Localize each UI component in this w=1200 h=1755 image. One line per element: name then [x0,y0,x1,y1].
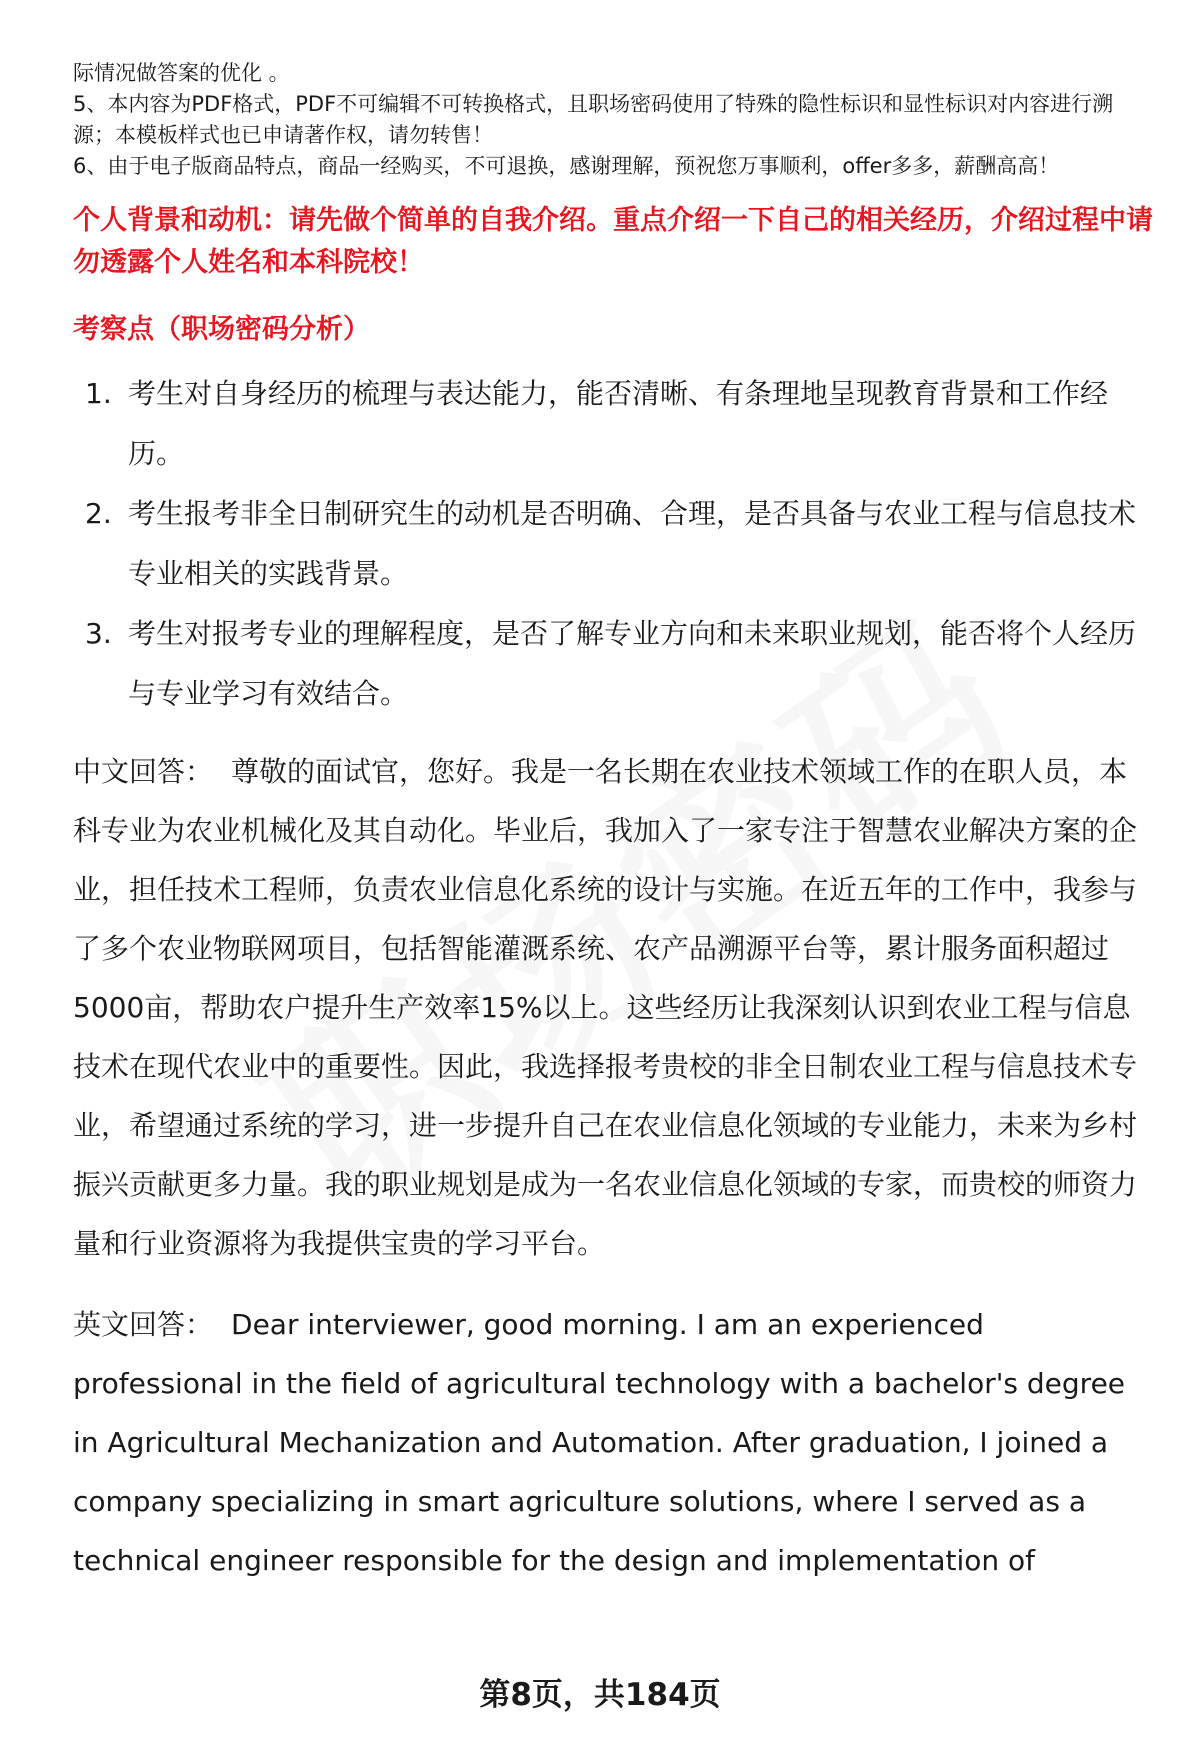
list-text: 考生报考非全日制研究生的动机是否明确、合理，是否具备与农业工程与信息技术专业相关的实践背景。 [128,497,1137,590]
note-line: 际情况做答案的优化 。 [73,61,290,85]
list-number: 3. [85,617,112,650]
chinese-answer-label: 中文回答： [73,755,214,788]
list-item [73,604,1153,724]
notes-block [73,58,1153,182]
question-heading: 个人背景和动机：请先做个简单的自我介绍。重点介绍一下自己的相关经历，介绍过程中请勿透露个人姓名和本科院校！ [73,205,1153,278]
list-text: 考生对报考专业的理解程度，是否了解专业方向和未来职业规划，能否将个人经历与专业学习有效结合。 [128,617,1137,710]
analysis-points [73,364,1153,724]
english-answer [73,1295,1153,1590]
chinese-answer [73,742,1153,1273]
document-page [73,58,1153,1590]
note-line: 5、本内容为PDF格式，PDF不可编辑不可转换格式，且职场密码使用了特殊的隐性标识和显性标识对内容进行溯源；本模板样式也已申请著作权，请勿转售！ [73,92,1114,147]
list-text: 考生对自身经历的梳理与表达能力，能否清晰、有条理地呈现教育背景和工作经历。 [128,377,1109,470]
page-number: 第8页，共184页 [479,1677,721,1713]
analysis-title: 考察点（职场密码分析） [73,314,370,345]
list-item [73,484,1153,604]
english-answer-text: Dear interviewer, good morning. I am an experienced professional in the field of agricultural technology with a bachelor's degree in Agricultural Mechanization and Automation. After graduation, I joined a company specializing in smart agriculture solutions, where I served as a technical engineer responsible for the design and implementation of [73,1308,1126,1577]
list-item [73,364,1153,484]
list-number: 1. [85,377,112,410]
list-number: 2. [85,497,112,530]
note-line: 6、由于电子版商品特点，商品一经购买，不可退换，感谢理解，预祝您万事顺利，offer多多，薪酬高高！ [73,154,1060,178]
chinese-answer-text: 尊敬的面试官，您好。我是一名长期在农业技术领域工作的在职人员，本科专业为农业机械化及其自动化。毕业后，我加入了一家专注于智慧农业解决方案的企业，担任技术工程师，负责农业信息化系统的设计与实施。在近五年的工作中，我参与了多个农业物联网项目，包括智能灌溉系统、农产品溯源平台等，累计服务面积超过5000亩，帮助农户提升生产效率15%以上。这些经历让我深刻认识到农业工程与信息技术在现代农业中的重要性。因此，我选择报考贵校的非全日制农业工程与信息技术专业，希望通过系统的学习，进一步提升自己在农业信息化领域的专业能力，未来为乡村振兴贡献更多力量。我的职业规划是成为一名农业信息化领域的专家，而贵校的师资力量和行业资源将为我提供宝贵的学习平台。 [73,755,1138,1260]
english-answer-label: 英文回答： [73,1308,214,1341]
